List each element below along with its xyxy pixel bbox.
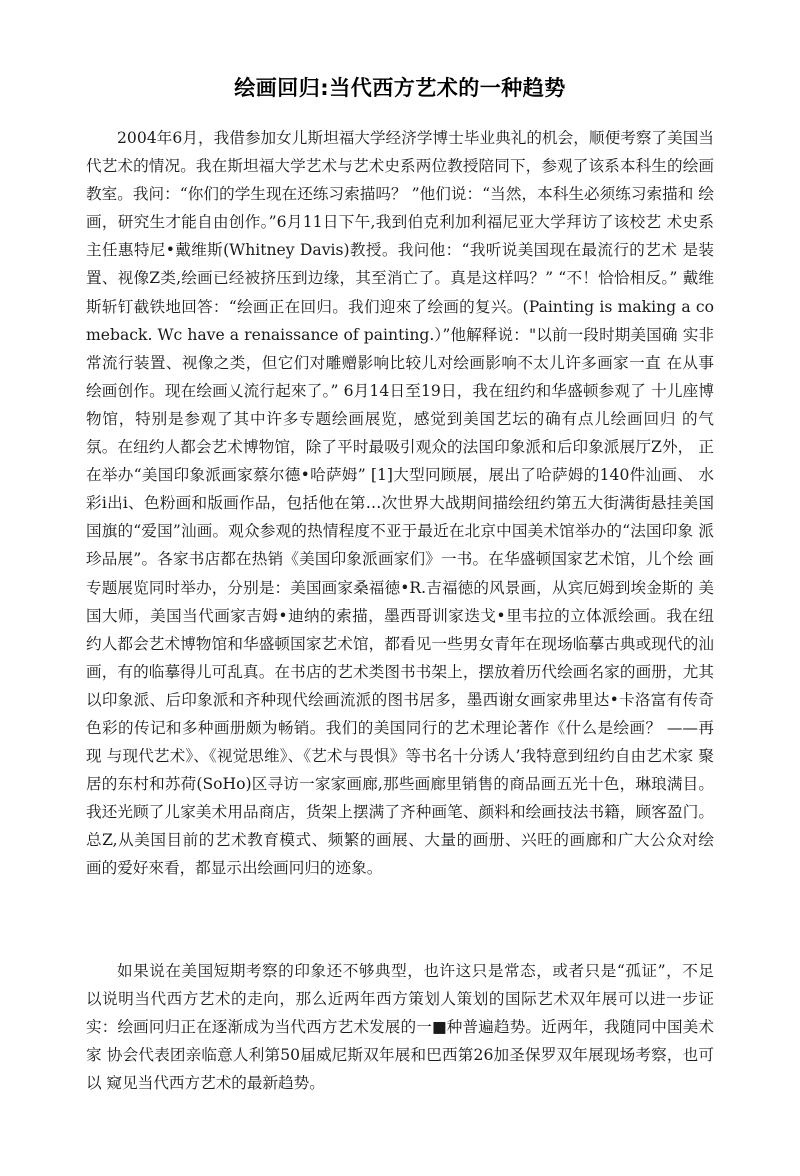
body-paragraph: 2004年6月，我借参加女儿斯坦福大学经济学博士毕业典礼的机会，顺便考察了美国当 代艺术的情况。我在斯坦福大学艺术与艺术史系两位教授陪同下，参观了该系本科生的绘画 教室。我问：“你们的学生现在还练习索描吗？ ”他们说：“当然，本科生必须练习索描和 绘画，研究生才能自由创作。”6月11日下午,我到伯克利加利福尼亚大学拜访了该校艺 术史系主任惠特尼•戴维斯(Whitney Davis)教授。我问他：“我听说美国现在最流行的艺术 是装置、视像Z类,绘画已经被挤压到边缘，其至消亡了。真是这样吗？” “不！恰恰相反。” 戴维斯斩钉截铁地回答：“绘画正在回归。我们迎來了绘画的复兴。(Painting is making a comeback. Wc have a renaissance of painting.）”他解释说："以前一段时期美国确 实非常流行装置、视像之类，但它们对雕赠影响比较儿对绘画影响不太儿许多画家一直 在从事绘画创作。现在绘画乂流行起來了。” 6月14日至19日，我在纽约和华盛顿参观了 十儿座博物馆，特别是参观了其中许多专题绘画展览，感觉到美国艺坛的确有点儿绘画回归 的气氛。在纽约人都会艺术博物馆，除了平时最吸引观众的法国印象派和后印象派展厅Z外， 正在举办“美国印象派画家蔡尔德•哈萨姆” [1]大型冋顾展，展出了哈萨姆的140件汕画、 水彩i出i、色粉画和版画作品，包括他在第…次世界大战期间描绘纽约第五大街满街悬挂美国 国旗的“爱国”汕画。观众参观的热情程度不亚于最近在北京中国美术馆举办的“法国印象 派珍品展”。各家书店都在热销《美国印象派画家们》一书。在华盛顿国家艺术馆，儿个绘 画专题展览同时举办，分别是：美国画家桑福徳•R.吉福徳的风景画，从宾厄姆到埃金斯的 美国大师，美国当代画家吉姆•迪纳的索描，墨西哥训家迭戈•里韦拉的立体派绘画。我在纽 约人都会艺术博物馆和华盛顿国家艺术馆，都看见一些男女青年在现场临摹古典或现代的汕 画，有的临摹得儿可乱真。在书店的艺术类图书书架上，摆放着历代绘画名家的画册，尤其 以印象派、后印象派和齐种现代绘画流派的图书居多，墨西谢女画家弗里达•卡洛富有传奇 色彩的传记和多种画册颇为畅销。我们的美国同行的艺术理论著作《什么是绘画？ ——再现 与现代艺术》、《视觉思维》、《艺术与畏惧》等书名十分诱人’我特意到纽约自由艺术家 聚居的东村和苏荷(SoHo)区寻访一家家画廊,那些画廊里销售的商品画五光十色，琳琅满目。 我还光顾了儿家美术用品商店，货架上摆满了齐种画笔、颜料和绘画技法书籍，顾客盈门。 总Z,从美国目前的艺术教育模式、频繁的画展、大量的画册、兴旺的画廊和广大公众对绘 画的爱好來看，都显示出绘画冋归的迹象。 [86,129,714,878]
body-paragraph: 如果说在美国短期考察的印象还不够典型，也许这只是常态，或者只是“孤证”，不足 以说明当代西方艺术的走向，那么近两年西方策划人策划的国际艺术双年展可以进一步证 实：绘画冋归正在逐渐成为当代西方艺术发展的一■种普遍趋势。近两年，我随同中国美术家 协会代表团亲临意人利第50届威尼斯双年展和巴西第26加圣保罗双年展现场考察，也可以 窥见当代西方艺术的最新趋势。 [86,962,714,1093]
document-title: 绘画回归:当代西方艺术的一种趋势 [234,76,566,100]
